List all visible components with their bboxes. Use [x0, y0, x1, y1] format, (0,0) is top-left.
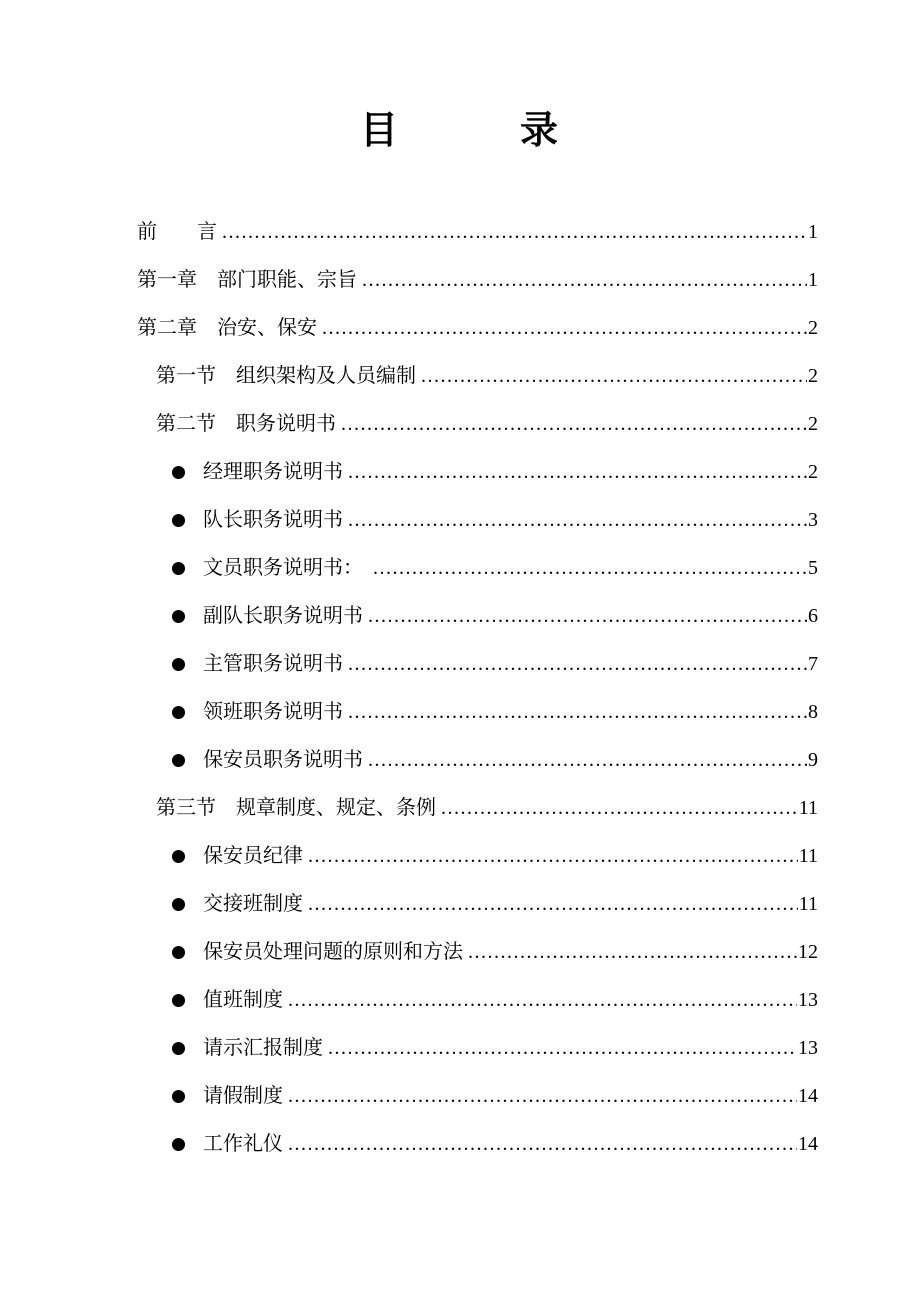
- toc-page-number: 1: [808, 221, 818, 243]
- toc-page-number: 5: [808, 557, 818, 579]
- bullet-icon: [172, 514, 185, 527]
- toc-leader-dots: [368, 606, 807, 626]
- bullet-icon: [172, 658, 185, 671]
- toc-page-number: 14: [798, 1133, 818, 1155]
- bullet-icon: [172, 754, 185, 767]
- toc-page-number: 3: [808, 509, 818, 531]
- toc-entry[interactable]: [0, 702, 920, 722]
- toc-leader-dots: [373, 558, 807, 578]
- toc-leader-dots: [308, 846, 798, 866]
- toc-leader-dots: [362, 270, 807, 290]
- toc-leader-dots: [322, 318, 807, 338]
- page-title: 目 录: [359, 110, 560, 152]
- bullet-icon: [172, 1138, 185, 1151]
- toc-entry-text: 文员职务说明书：: [203, 557, 368, 579]
- toc-entry[interactable]: [0, 1038, 920, 1058]
- toc-entry-text: 队长职务说明书: [203, 509, 343, 531]
- toc-entry[interactable]: [0, 606, 920, 626]
- toc-entry[interactable]: [0, 414, 920, 434]
- toc-entry[interactable]: [0, 462, 920, 482]
- toc-entry-text: 值班制度: [203, 989, 283, 1011]
- toc-leader-dots: [348, 462, 807, 482]
- toc-entry-text: 请示汇报制度: [203, 1037, 323, 1059]
- bullet-icon: [172, 562, 185, 575]
- toc-entry[interactable]: [0, 894, 920, 914]
- toc-entry[interactable]: [0, 990, 920, 1010]
- toc-page-number: 2: [808, 365, 818, 387]
- bullet-icon: [172, 1042, 185, 1055]
- bullet-icon: [172, 898, 185, 911]
- toc-page-number: 12: [798, 941, 818, 963]
- toc-entry[interactable]: [0, 1086, 920, 1106]
- toc-page-number: 6: [808, 605, 818, 627]
- toc-entry-text: 前 言: [137, 221, 217, 243]
- toc-page-number: 11: [798, 797, 818, 819]
- toc-entry[interactable]: [0, 1134, 920, 1154]
- toc-leader-dots: [222, 222, 807, 242]
- toc-page-number: 8: [808, 701, 818, 723]
- toc-leader-dots: [421, 366, 807, 386]
- toc-leader-dots: [468, 942, 797, 962]
- toc-leader-dots: [288, 990, 797, 1010]
- toc-entry[interactable]: [0, 222, 920, 242]
- toc-entry-text: 第二章 治安、保安: [137, 317, 317, 339]
- toc-page-number: 14: [798, 1085, 818, 1107]
- toc-entry[interactable]: [0, 270, 920, 290]
- toc-entry-text: 主管职务说明书: [203, 653, 343, 675]
- toc-entry[interactable]: [0, 750, 920, 770]
- toc-leader-dots: [341, 414, 807, 434]
- toc-entry[interactable]: [0, 366, 920, 386]
- toc-page-number: 2: [808, 413, 818, 435]
- toc-leader-dots: [328, 1038, 797, 1058]
- toc-entry-text: 第三节 规章制度、规定、条例: [156, 797, 436, 819]
- toc-entry-text: 保安员纪律: [203, 845, 303, 867]
- bullet-icon: [172, 466, 185, 479]
- toc-leader-dots: [288, 1086, 797, 1106]
- toc-entry[interactable]: [0, 846, 920, 866]
- toc-page-number: 11: [798, 845, 818, 867]
- toc-leader-dots: [308, 894, 798, 914]
- toc-entry[interactable]: [0, 942, 920, 962]
- toc-page-number: 9: [808, 749, 818, 771]
- toc-leader-dots: [348, 510, 807, 530]
- toc-list: [0, 222, 920, 1154]
- toc-entry-text: 交接班制度: [203, 893, 303, 915]
- bullet-icon: [172, 1090, 185, 1103]
- toc-entry[interactable]: [0, 654, 920, 674]
- toc-entry-text: 保安员处理问题的原则和方法: [203, 941, 463, 963]
- toc-entry-text: 第一章 部门职能、宗旨: [137, 269, 357, 291]
- toc-page-number: 13: [798, 989, 818, 1011]
- toc-page-number: 11: [798, 893, 818, 915]
- bullet-icon: [172, 850, 185, 863]
- toc-entry-text: 领班职务说明书: [203, 701, 343, 723]
- toc-entry-text: 第一节 组织架构及人员编制: [156, 365, 416, 387]
- toc-leader-dots: [368, 750, 807, 770]
- toc-entry-text: 第二节 职务说明书: [156, 413, 336, 435]
- toc-entry-text: 工作礼仪: [203, 1133, 283, 1155]
- toc-page-number: 7: [808, 653, 818, 675]
- toc-page-number: 2: [808, 317, 818, 339]
- toc-leader-dots: [348, 654, 807, 674]
- toc-entry-text: 请假制度: [203, 1085, 283, 1107]
- toc-entry[interactable]: [0, 558, 920, 578]
- toc-leader-dots: [441, 798, 798, 818]
- bullet-icon: [172, 994, 185, 1007]
- toc-entry-text: 副队长职务说明书: [203, 605, 363, 627]
- toc-page-number: 13: [798, 1037, 818, 1059]
- toc-entry[interactable]: [0, 318, 920, 338]
- toc-leader-dots: [288, 1134, 797, 1154]
- toc-entry-text: 保安员职务说明书: [203, 749, 363, 771]
- toc-page-number: 2: [808, 461, 818, 483]
- bullet-icon: [172, 946, 185, 959]
- toc-entry-text: 经理职务说明书: [203, 461, 343, 483]
- toc-entry[interactable]: [0, 798, 920, 818]
- toc-page-number: 1: [808, 269, 818, 291]
- bullet-icon: [172, 610, 185, 623]
- toc-leader-dots: [348, 702, 807, 722]
- toc-entry[interactable]: [0, 510, 920, 530]
- bullet-icon: [172, 706, 185, 719]
